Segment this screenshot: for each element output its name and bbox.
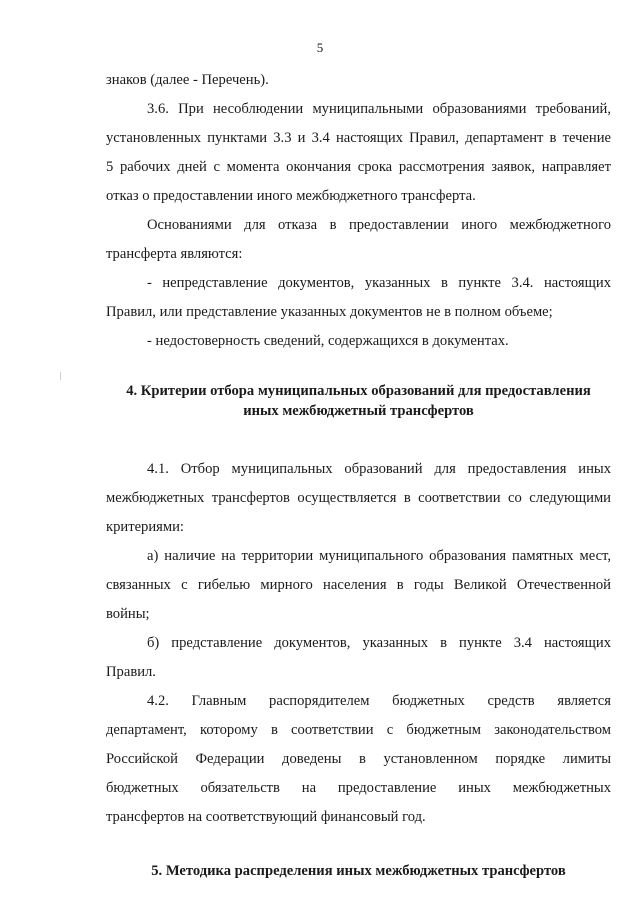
text-line: Российской Федерации доведены в установленном порядке лимиты: [106, 751, 611, 767]
text-line: установленных пунктами 3.3 и 3.4 настоящих Правил, департамент в течение: [106, 130, 611, 146]
document-body: [106, 66, 611, 881]
page-number: 5: [316, 40, 324, 55]
list-item-line: б) представление документов, указанных в пункте 3.4 настоящих: [147, 635, 611, 651]
text-line: 5 рабочих дней с момента окончания срока рассмотрения заявок, направляет: [106, 159, 611, 175]
section-heading-4-cont: иных межбюджетный трансфертов: [243, 403, 474, 419]
text-line: трансферта являются:: [106, 246, 243, 262]
list-item-line: связанных с гибелью мирного населения в годы Великой Отечественной: [106, 577, 611, 593]
list-item-line: - непредставление документов, указанных в пункте 3.4. настоящих: [147, 275, 611, 291]
list-item-line: Правил, или представление указанных документов не в полном объеме;: [106, 304, 553, 320]
text-line: отказ о предоставлении иного межбюджетного трансферта.: [106, 188, 476, 204]
list-item-line: а) наличие на территории муниципального образования памятных мест,: [147, 548, 611, 564]
text-line: 3.6. При несоблюдении муниципальными образованиями требований,: [147, 101, 611, 117]
margin-mark: [60, 372, 61, 380]
text-line: критериями:: [106, 519, 184, 535]
list-item-line: - недостоверность сведений, содержащихся в документах.: [147, 333, 509, 349]
section-heading-4: 4. Критерии отбора муниципальных образований для предоставления: [126, 383, 591, 399]
list-item-line: войны;: [106, 606, 150, 622]
text-line: Основаниями для отказа в предоставлении иного межбюджетного: [147, 217, 611, 233]
text-line: знаков (далее - Перечень).: [106, 72, 269, 88]
text-line: 4.1. Отбор муниципальных образований для предоставления иных: [147, 461, 611, 477]
text-line: межбюджетных трансфертов осуществляется в соответствии со следующими: [106, 490, 611, 506]
list-item-line: Правил.: [106, 664, 156, 680]
text-line: бюджетных обязательств на предоставление иных межбюджетных: [106, 780, 611, 796]
section-heading-5: 5. Методика распределения иных межбюджетных трансфертов: [151, 863, 566, 879]
text-line: трансфертов на соответствующий финансовый год.: [106, 809, 426, 825]
text-line: 4.2. Главным распорядителем бюджетных средств является: [147, 693, 611, 709]
text-line: департамент, которому в соответствии с бюджетным законодательством: [106, 722, 611, 738]
